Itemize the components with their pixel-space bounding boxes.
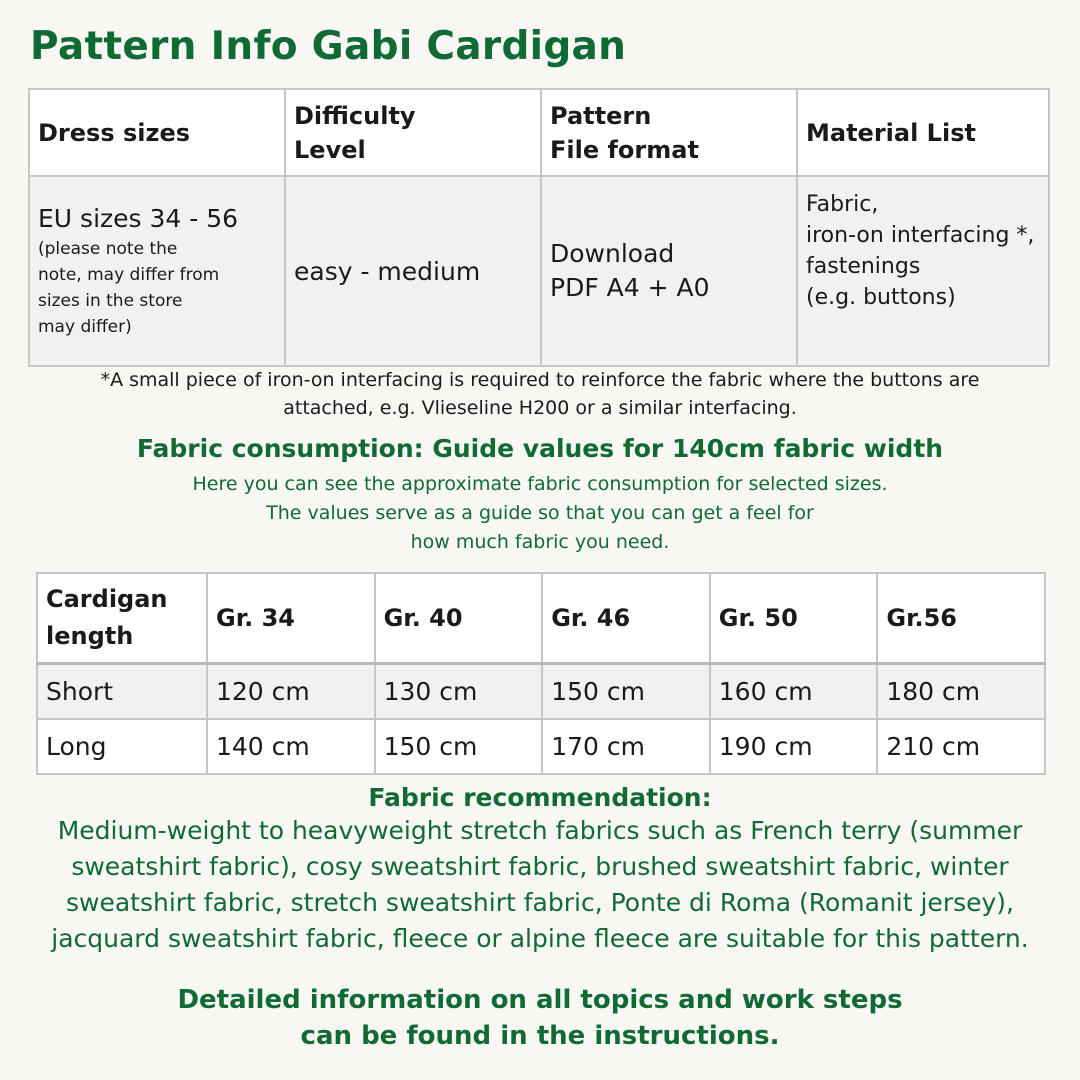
- recommendation-line: sweatshirt fabric, stretch sweatshirt fabric, Ponte di Roma (Romanit jersey),: [65, 888, 1014, 917]
- header-size: Gr. 50: [710, 573, 878, 664]
- sizes-note-line: note, may differ from: [38, 265, 220, 285]
- sizes-note-line: (please note the: [38, 239, 178, 259]
- table-cell: 120 cm: [207, 664, 375, 720]
- table-cell: 210 cm: [877, 719, 1045, 774]
- format-line: PDF A4 + A0: [550, 273, 710, 302]
- recommendation-line: jacquard sweatshirt fabric, fleece or alpine fleece are suitable for this pattern.: [51, 924, 1029, 953]
- header-dress-sizes: Dress sizes: [29, 89, 285, 176]
- header-size: Gr.56: [877, 573, 1045, 664]
- cell-dress-sizes: [29, 176, 285, 366]
- info-header-row: [29, 89, 1049, 176]
- material-line: fastenings: [806, 254, 921, 279]
- material-line: Fabric,: [806, 192, 879, 217]
- header-difficulty: Difficulty Level: [285, 89, 541, 176]
- sizes-note-line: sizes in the store: [38, 291, 183, 311]
- table-cell: 150 cm: [542, 664, 710, 720]
- header-cardigan-length: [37, 573, 207, 664]
- detail-line: Detailed information on all topics and work steps: [177, 985, 903, 1015]
- fabric-recommendation-text: [40, 813, 1040, 957]
- fabric-recommendation-heading: Fabric recommendation:: [368, 783, 712, 812]
- header-size: Gr. 40: [375, 573, 543, 664]
- fabric-consumption-table: [36, 572, 1046, 775]
- consumption-header-row: [37, 573, 1045, 664]
- fabric-consumption-heading: Fabric consumption: Guide values for 140cm fabric width: [136, 434, 944, 463]
- sizes-main: EU sizes 34 - 56: [38, 204, 239, 233]
- header-file-format: Pattern File format: [541, 89, 797, 176]
- cell-file-format: [541, 176, 797, 366]
- table-cell: 190 cm: [710, 719, 878, 774]
- sizes-note-line: may differ): [38, 317, 132, 337]
- material-line: (e.g. buttons): [806, 285, 956, 310]
- table-cell: 180 cm: [877, 664, 1045, 720]
- table-cell: 160 cm: [710, 664, 878, 720]
- table-cell: 130 cm: [375, 664, 543, 720]
- format-line: Download: [550, 239, 675, 268]
- row-label: Short: [37, 664, 207, 720]
- recommendation-line: Medium-weight to heavyweight stretch fabrics such as French terry (summer: [57, 816, 1023, 845]
- header-material-list: Material List: [797, 89, 1049, 176]
- recommendation-line: sweatshirt fabric), cosy sweatshirt fabric, brushed sweatshirt fabric, winter: [71, 852, 1009, 881]
- row-label: Long: [37, 719, 207, 774]
- cell-material-list: [797, 176, 1049, 366]
- pattern-info-table: [28, 88, 1050, 367]
- table-cell: 140 cm: [207, 719, 375, 774]
- table-row: [37, 664, 1045, 720]
- interfacing-footnote: [40, 366, 1040, 422]
- footnote-line: *A small piece of iron-on interfacing is required to reinforce the fabric where the buttons are: [100, 369, 980, 391]
- subtext-line: Here you can see the approximate fabric consumption for selected sizes.: [192, 473, 888, 495]
- corner-line: length: [46, 622, 134, 650]
- footnote-line: attached, e.g. Vlieseline H200 or a similar interfacing.: [283, 397, 797, 419]
- table-cell: 150 cm: [375, 719, 543, 774]
- info-value-row: [29, 176, 1049, 366]
- table-row: [37, 719, 1045, 774]
- header-size: Gr. 34: [207, 573, 375, 664]
- subtext-line: how much fabric you need.: [410, 531, 670, 553]
- subtext-line: The values serve as a guide so that you can get a feel for: [266, 502, 814, 524]
- detail-info-note: [0, 982, 1080, 1054]
- corner-line: Cardigan: [46, 585, 168, 613]
- table-cell: 170 cm: [542, 719, 710, 774]
- detail-line: can be found in the instructions.: [300, 1021, 780, 1051]
- header-size: Gr. 46: [542, 573, 710, 664]
- page-title: Pattern Info Gabi Cardigan: [30, 24, 627, 69]
- cell-difficulty: easy - medium: [285, 176, 541, 366]
- material-line: iron-on interfacing *,: [806, 223, 1035, 248]
- fabric-consumption-subtext: [0, 470, 1080, 557]
